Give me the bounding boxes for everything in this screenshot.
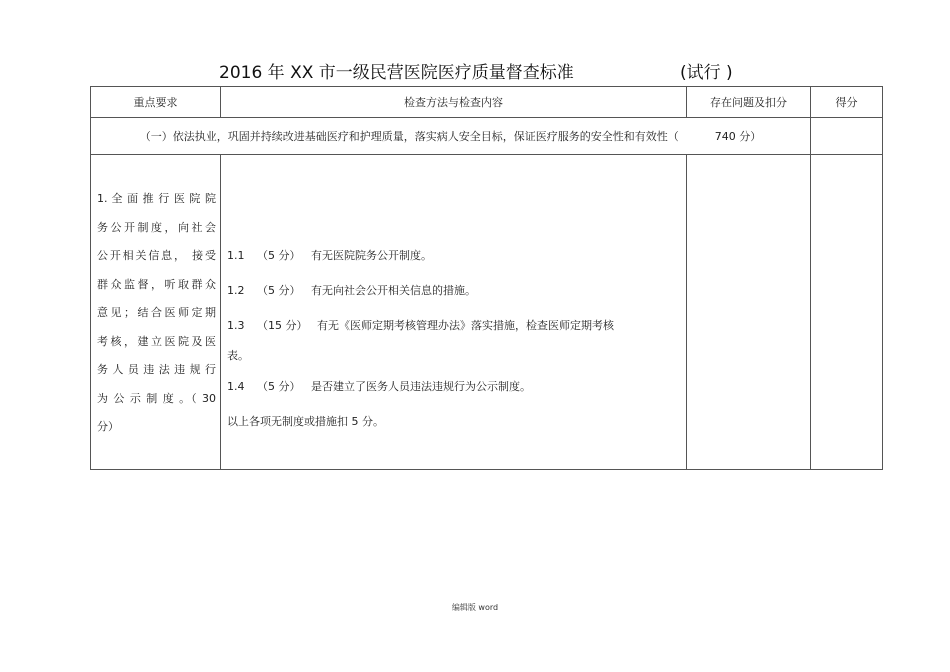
method-text: 是否建立了医务人员违法违规行为公示制度。 bbox=[311, 380, 531, 393]
standards-table bbox=[90, 86, 883, 470]
score-cell bbox=[811, 155, 883, 470]
section-score-cell bbox=[811, 118, 883, 155]
method-cell bbox=[221, 155, 687, 470]
requirement-line: 公开相关信息， 接受 bbox=[97, 249, 216, 263]
method-item-continued bbox=[227, 343, 678, 369]
header-key-requirements: 重点要求 bbox=[91, 87, 221, 118]
title-main: 2016 年 XX 市一级民营医院医疗质量督查标准 bbox=[219, 63, 574, 83]
requirement-line: 意见；结合医师定期 bbox=[97, 306, 216, 320]
requirement-line: 务公开制度，向社会 bbox=[97, 220, 216, 234]
method-text: 表。 bbox=[227, 349, 249, 362]
header-check-method: 检查方法与检查内容 bbox=[221, 87, 687, 118]
requirement-line: 考核，建立医院及医 bbox=[97, 334, 216, 348]
requirement-line: 群众监督，听取群众 bbox=[97, 277, 216, 291]
issues-cell bbox=[687, 155, 811, 470]
section-row bbox=[91, 118, 883, 155]
section-heading-text: （一）依法执业，巩固并持续改进基础医疗和护理质量，落实病人安全目标，保证医疗服务的安全性和有效性（ bbox=[139, 130, 679, 143]
method-number: 1.1 bbox=[227, 249, 245, 262]
table-row bbox=[91, 155, 883, 470]
method-text: 有无向社会公开相关信息的措施。 bbox=[311, 284, 476, 297]
requirement-line: 分） bbox=[97, 420, 119, 434]
requirement-line: 1. 全 面 推 行 医 院 院 bbox=[97, 192, 216, 206]
method-text: 有无《医师定期考核管理办法》落实措施，检查医师定期考核 bbox=[317, 319, 614, 332]
method-score: （5 分） bbox=[257, 380, 301, 393]
section-heading-cell bbox=[91, 118, 811, 155]
method-score: （15 分） bbox=[257, 319, 308, 332]
method-item bbox=[227, 273, 678, 308]
table-header-row bbox=[91, 87, 883, 118]
requirement-line: 为 公 示 制 度 。（ 30 bbox=[97, 391, 216, 405]
requirement-cell bbox=[91, 155, 221, 470]
section-heading-score: 740 分） bbox=[714, 130, 762, 143]
requirement-line: 务人员违法违规行 bbox=[97, 363, 216, 377]
page-title bbox=[0, 61, 950, 85]
method-text: 有无医院院务公开制度。 bbox=[311, 249, 432, 262]
method-item bbox=[227, 369, 678, 404]
method-item bbox=[227, 308, 678, 343]
title-sub: (试行 ) bbox=[680, 63, 733, 83]
method-note: 以上各项无制度或措施扣 5 分。 bbox=[227, 415, 384, 428]
page-footer: 编辑版 word bbox=[451, 603, 499, 612]
method-item bbox=[227, 238, 678, 273]
header-score: 得分 bbox=[811, 87, 883, 118]
method-score: （5 分） bbox=[257, 284, 301, 297]
method-number: 1.2 bbox=[227, 284, 245, 297]
method-number: 1.3 bbox=[227, 319, 245, 332]
header-issues-deductions: 存在问题及扣分 bbox=[687, 87, 811, 118]
method-score: （5 分） bbox=[257, 249, 301, 262]
method-number: 1.4 bbox=[227, 380, 245, 393]
